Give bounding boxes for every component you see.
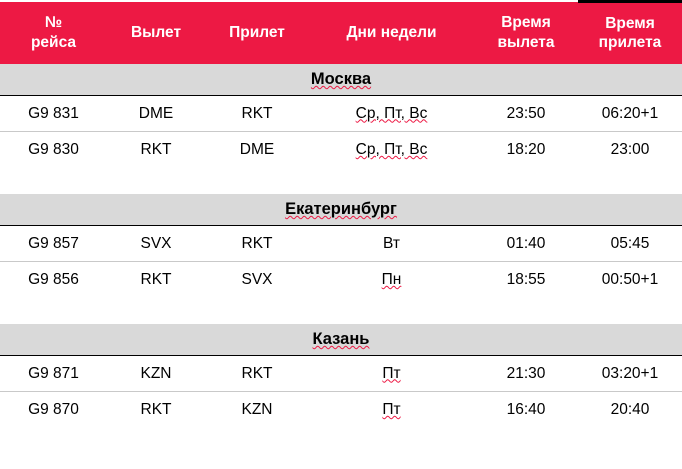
cell-days-of-week bbox=[309, 356, 474, 392]
cell-arrival-time: 05:45 bbox=[578, 226, 682, 262]
group-spacer bbox=[0, 168, 682, 194]
cell-arrival-airport: RKT bbox=[205, 226, 309, 262]
cell-days-of-week bbox=[309, 96, 474, 132]
cell-flight-number: G9 830 bbox=[0, 132, 107, 168]
cell-flight-number: G9 856 bbox=[0, 262, 107, 298]
cell-departure-time: 18:55 bbox=[474, 262, 578, 298]
spacer-cell bbox=[0, 298, 682, 324]
days-text: Пн bbox=[381, 270, 402, 288]
city-name-cell bbox=[0, 194, 682, 226]
table-row bbox=[0, 96, 682, 132]
cell-flight-number: G9 870 bbox=[0, 392, 107, 428]
group-spacer bbox=[0, 298, 682, 324]
cell-arrival-airport: KZN bbox=[205, 392, 309, 428]
cell-departure-time: 23:50 bbox=[474, 96, 578, 132]
column-header-arrival-airport bbox=[205, 2, 309, 64]
cell-arrival-time: 00:50+1 bbox=[578, 262, 682, 298]
cell-departure-airport: DME bbox=[107, 96, 205, 132]
cell-departure-time: 21:30 bbox=[474, 356, 578, 392]
cell-arrival-airport: RKT bbox=[205, 96, 309, 132]
cell-days-of-week bbox=[309, 392, 474, 428]
header-line-1: Дни недели bbox=[346, 23, 437, 41]
cell-arrival-time: 03:20+1 bbox=[578, 356, 682, 392]
cell-flight-number: G9 831 bbox=[0, 96, 107, 132]
column-header-days-of-week bbox=[309, 2, 474, 64]
cell-departure-airport: SVX bbox=[107, 226, 205, 262]
days-text: Ср, Пт, Вс bbox=[355, 140, 428, 158]
header-line-1: Время bbox=[605, 14, 655, 32]
header-line-2: рейса bbox=[30, 33, 77, 51]
city-group-header bbox=[0, 324, 682, 356]
cell-arrival-time: 20:40 bbox=[578, 392, 682, 428]
city-group-header bbox=[0, 194, 682, 226]
cell-arrival-time: 23:00 bbox=[578, 132, 682, 168]
header-line-1: Время bbox=[501, 14, 551, 32]
cell-days-of-week bbox=[309, 262, 474, 298]
table-header bbox=[0, 2, 682, 64]
cell-flight-number: G9 857 bbox=[0, 226, 107, 262]
cell-days-of-week bbox=[309, 226, 474, 262]
header-line-2: прилета bbox=[598, 34, 662, 52]
days-text: Пт bbox=[382, 400, 401, 418]
cell-arrival-airport: RKT bbox=[205, 356, 309, 392]
spacer-cell bbox=[0, 168, 682, 194]
cell-arrival-time: 06:20+1 bbox=[578, 96, 682, 132]
cell-arrival-airport: DME bbox=[205, 132, 309, 168]
table-row bbox=[0, 392, 682, 428]
city-name-cell bbox=[0, 64, 682, 96]
table-row bbox=[0, 262, 682, 298]
table-body bbox=[0, 64, 682, 428]
cell-departure-airport: RKT bbox=[107, 392, 205, 428]
cell-departure-airport: RKT bbox=[107, 262, 205, 298]
city-name: Екатеринбург bbox=[285, 199, 397, 218]
cell-flight-number: G9 871 bbox=[0, 356, 107, 392]
cell-departure-airport: RKT bbox=[107, 132, 205, 168]
city-group-header bbox=[0, 64, 682, 96]
cell-days-of-week bbox=[309, 132, 474, 168]
cell-departure-airport: KZN bbox=[107, 356, 205, 392]
days-text: Ср, Пт, Вс bbox=[355, 104, 428, 122]
header-line-2: вылета bbox=[497, 33, 555, 51]
column-header-arrival-time bbox=[578, 2, 682, 64]
header-line-1: № bbox=[44, 14, 63, 32]
column-header-departure-airport bbox=[107, 2, 205, 64]
table-row bbox=[0, 132, 682, 168]
cell-arrival-airport: SVX bbox=[205, 262, 309, 298]
cell-departure-time: 18:20 bbox=[474, 132, 578, 168]
header-row bbox=[0, 2, 682, 64]
cell-departure-time: 16:40 bbox=[474, 392, 578, 428]
days-text: Пт bbox=[382, 364, 401, 382]
table-row bbox=[0, 356, 682, 392]
city-name: Москва bbox=[310, 69, 372, 88]
days-text: Вт bbox=[383, 234, 400, 252]
cell-departure-time: 01:40 bbox=[474, 226, 578, 262]
column-header-flight-number bbox=[0, 2, 107, 64]
city-name: Казань bbox=[312, 329, 370, 348]
table-row bbox=[0, 226, 682, 262]
column-header-departure-time bbox=[474, 2, 578, 64]
header-line-1: Вылет bbox=[130, 23, 182, 41]
header-line-1: Прилет bbox=[229, 23, 285, 41]
city-name-cell bbox=[0, 324, 682, 356]
